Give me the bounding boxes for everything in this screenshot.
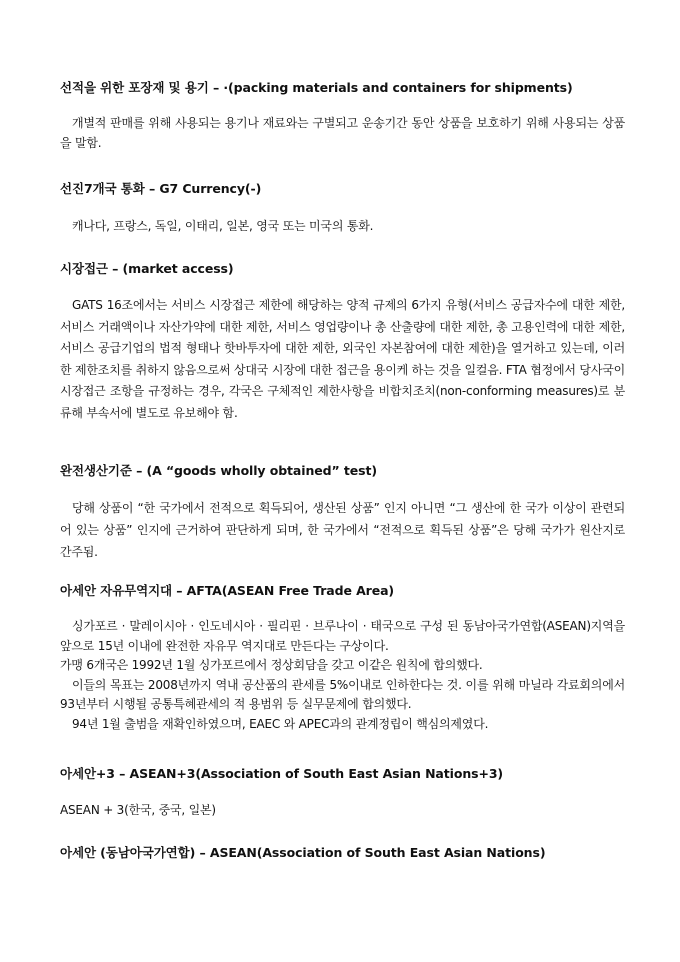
entry-definition	[60, 295, 625, 424]
definition-paragraph: 이들의 목표는 2008년까지 역내 공산품의 관세를 5%이내로 인하한다는 것. 이를 위해 마닐라 각료회의에서 93년부터 시행될 공통특혜관세의 적 용범위 등 실무문제에 합의했다.	[60, 677, 625, 711]
entry-title: 아세안 자유무역지대 – AFTA(ASEAN Free Trade Area)	[60, 583, 395, 598]
entry-market-access	[60, 261, 625, 424]
entry-title: 완전생산기준 – (A “goods wholly obtained” test)	[60, 463, 377, 478]
entry-title: 아세안 (동남아국가연합) – ASEAN(Association of South East Asian Nations)	[60, 845, 546, 860]
definition-paragraph: 94년 1월 출범을 재확인하였으며, EAEC 와 APEC과의 관계정립이 핵심의제였다.	[72, 716, 489, 731]
entry-wholly-obtained	[60, 463, 625, 563]
definition-paragraph: 가맹 6개국은 1992년 1월 싱가포르에서 정상회담을 갖고 이같은 원칙에 합의했다.	[60, 658, 483, 672]
entry-title: 아세안+3 – ASEAN+3(Association of South East Asian Nations+3)	[60, 766, 504, 781]
entry-packing-materials	[60, 80, 625, 153]
definition-paragraph: ASEAN + 3(한국, 중국, 일본)	[60, 803, 216, 817]
definition-paragraph: GATS 16조에서는 서비스 시장접근 제한에 해당하는 양적 규제의 6가지 유형(서비스 공급자수에 대한 제한,서비스 거래액이나 자산가약에 대한 제한, 서비스 영업량이나 총 산출량에 대한 제한, 총 고용인력에 대한 제한, 서비스 공급기업의 법적 형태나 핫바투자에 대한 제한, 외국인 자본참여에 대한 제한)을 열거하고 있는데, 이러한 제한조치를 취하지 않음으로써 상대국 시장에 대한 접근을 용이케 하는 것을 일컬음. FTA 협정에서 당사국이 시장접근 조항을 규정하는 경우, 각국은 구체적인 제한사항을 비합치조치(non-conforming measures)로 분류해 부속서에 별도로 유보해야 함.	[60, 298, 625, 420]
definition-paragraph: 싱가포르 · 말레이시아 · 인도네시아 · 필리핀 · 브루나이 · 태국으로 구성 된 동남아국가연합(ASEAN)지역을 앞으로 15년 이내에 완전한 자유무 역지대로 만든다는 구상이다.	[60, 619, 625, 653]
definition-paragraph: 캐나다, 프랑스, 독일, 이태리, 일본, 영국 또는 미국의 통화.	[72, 219, 374, 233]
entry-definition	[60, 800, 625, 820]
entry-definition	[60, 113, 625, 153]
entry-title: 선진7개국 통화 – G7 Currency(-)	[60, 181, 262, 196]
entry-definition	[60, 617, 625, 734]
entry-definition	[60, 216, 625, 236]
entry-title: 시장접근 – (market access)	[60, 261, 234, 276]
entry-g7-currency	[60, 181, 625, 236]
entry-afta	[60, 583, 625, 734]
entry-asean	[60, 845, 625, 861]
definition-paragraph: 당해 상품이 “한 국가에서 전적으로 획득되어, 생산된 상품” 인지 아니면 “그 생산에 한 국가 이상이 관련되어 있는 상품” 인지에 근거하여 판단하게 되며, 한 국가에서 “전적으로 획득된 상품”은 당해 국가가 원산지로 간주됨.	[60, 501, 625, 559]
entry-asean-plus-3	[60, 766, 625, 820]
entry-title: 선적을 위한 포장재 및 용기 – ·(packing materials and containers for shipments)	[60, 80, 573, 95]
definition-paragraph: 개별적 판매를 위해 사용되는 용기나 재료와는 구별되고 운송기간 동안 상품을 보호하기 위해 사용되는 상품을 말함.	[60, 116, 625, 150]
entry-definition	[60, 497, 625, 563]
